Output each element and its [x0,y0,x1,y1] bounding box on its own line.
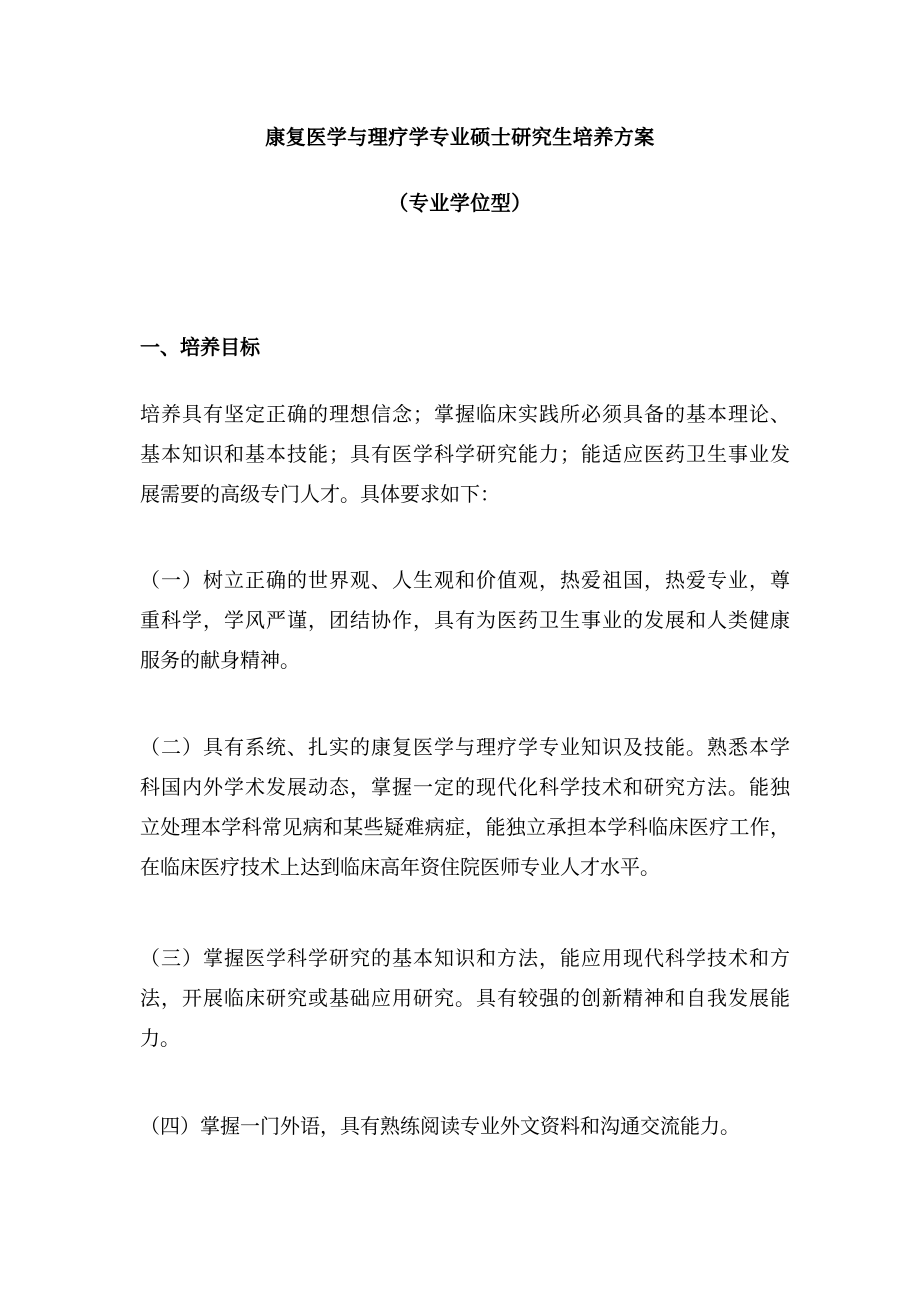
paragraph-line: 重科学，学风严谨，团结协作，具有为医药卫生事业的发展和人类健康 [140,608,790,632]
requirement-item-2 [140,727,790,887]
paragraph-line: （四）掌握一门外语，具有熟练阅读专业外文资料和沟通交流能力。 [140,1114,740,1138]
requirement-item-1 [140,560,790,680]
paragraph-line: 培养具有坚定正确的理想信念；掌握临床实践所必须具备的基本理论、 [140,402,790,426]
paragraph-line: 立处理本学科常见病和某些疑难病症，能独立承担本学科临床医疗工作， [140,815,790,839]
paragraph-line: 在临床医疗技术上达到临床高年资住院医师专业人才水平。 [140,855,660,879]
paragraph-line: 科国内外学术发展动态，掌握一定的现代化科学技术和研究方法。能独 [140,775,790,799]
requirement-item-4 [140,1106,790,1146]
requirement-item-3 [140,938,790,1058]
section-heading-training-goals: 一、培养目标 [140,335,260,359]
paragraph-line: 服务的献身精神。 [140,648,300,672]
document-title: 康复医学与理疗学专业硕士研究生培养方案 [265,125,655,149]
paragraph-line: 展需要的高级专门人才。具体要求如下： [140,482,500,506]
paragraph-line: （一）树立正确的世界观、人生观和价值观，热爱祖国，热爱专业，尊 [140,568,790,592]
paragraph-line: 力。 [140,1026,180,1050]
document-subtitle: （专业学位型） [388,191,532,215]
paragraph-line: 基本知识和基本技能；具有医学科学研究能力；能适应医药卫生事业发 [140,442,790,466]
paragraph-line: （三）掌握医学科学研究的基本知识和方法，能应用现代科学技术和方 [140,946,790,970]
intro-paragraph [140,394,790,514]
paragraph-line: 法，开展临床研究或基础应用研究。具有较强的创新精神和自我发展能 [140,986,790,1010]
paragraph-line: （二）具有系统、扎实的康复医学与理疗学专业知识及技能。熟悉本学 [140,735,790,759]
